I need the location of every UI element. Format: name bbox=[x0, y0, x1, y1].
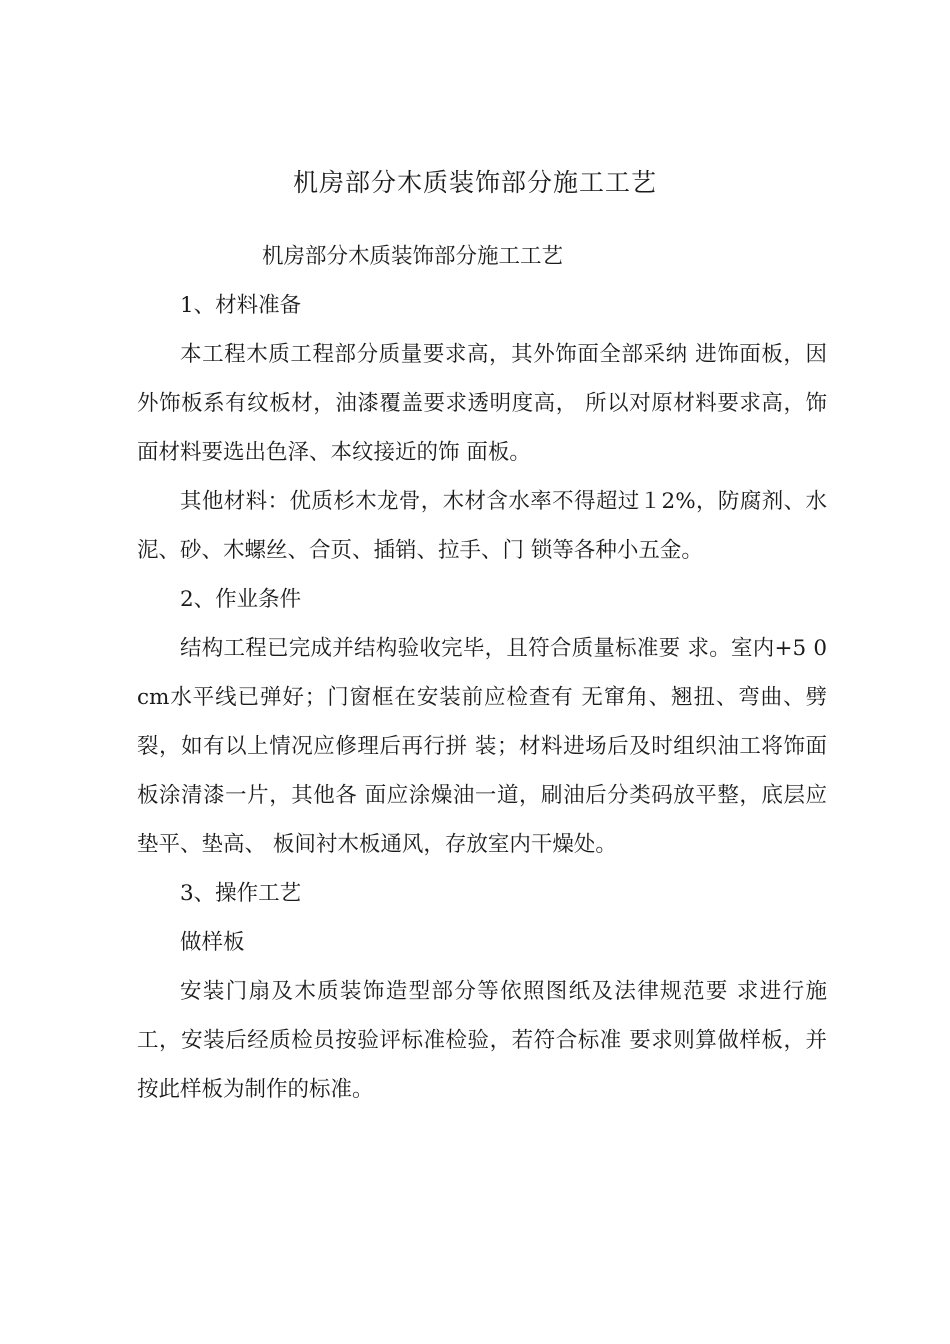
paragraph-materials-other: 其他材料：优质杉木龙骨，木材含水率不得超过１2%，防腐剂、水泥、砂、木螺丝、合页、插销、拉手、门 锁等各种小五金。 bbox=[137, 489, 827, 563]
paragraph-conditions: 结构工程已完成并结构验收完毕，且符合质量标准要 求。室内+5 0 cm水平线已弹好；门窗框在安装前应检查有 无窜角、翘扭、弯曲、劈裂，如有以上情况应修理后再行拼 装；材料进场后及时组织油工将饰面板涂清漆一片，其他各 面应涂燥油一道，刷油后分类码放平整，底层应垫平、垫高、 板间衬木板通风，存放室内干燥处。 bbox=[137, 636, 827, 857]
section-heading-process: 3、操作工艺 bbox=[180, 881, 302, 906]
section-heading-conditions: 2、作业条件 bbox=[180, 587, 302, 612]
document-subtitle: 机房部分木质装饰部分施工工艺 bbox=[262, 244, 564, 269]
document-body bbox=[137, 232, 827, 1114]
subheading-sample-board: 做样板 bbox=[180, 930, 245, 955]
paragraph-sample-board: 安装门扇及木质装饰造型部分等依照图纸及法律规范要 求进行施工，安装后经质检员按验评标准检验，若符合标准 要求则算做样板，并按此样板为制作的标准。 bbox=[137, 979, 827, 1102]
paragraph-materials-main: 本工程木质工程部分质量要求高，其外饰面全部采纳 进饰面板，因外饰板系有纹板材，油漆覆盖要求透明度高， 所以对原材料要求高，饰面材料要选出色泽、本纹接近的饰 面板。 bbox=[137, 342, 827, 465]
section-heading-materials: 1、材料准备 bbox=[180, 293, 302, 318]
document-title: 机房部分木质装饰部分施工工艺 bbox=[292, 168, 657, 197]
